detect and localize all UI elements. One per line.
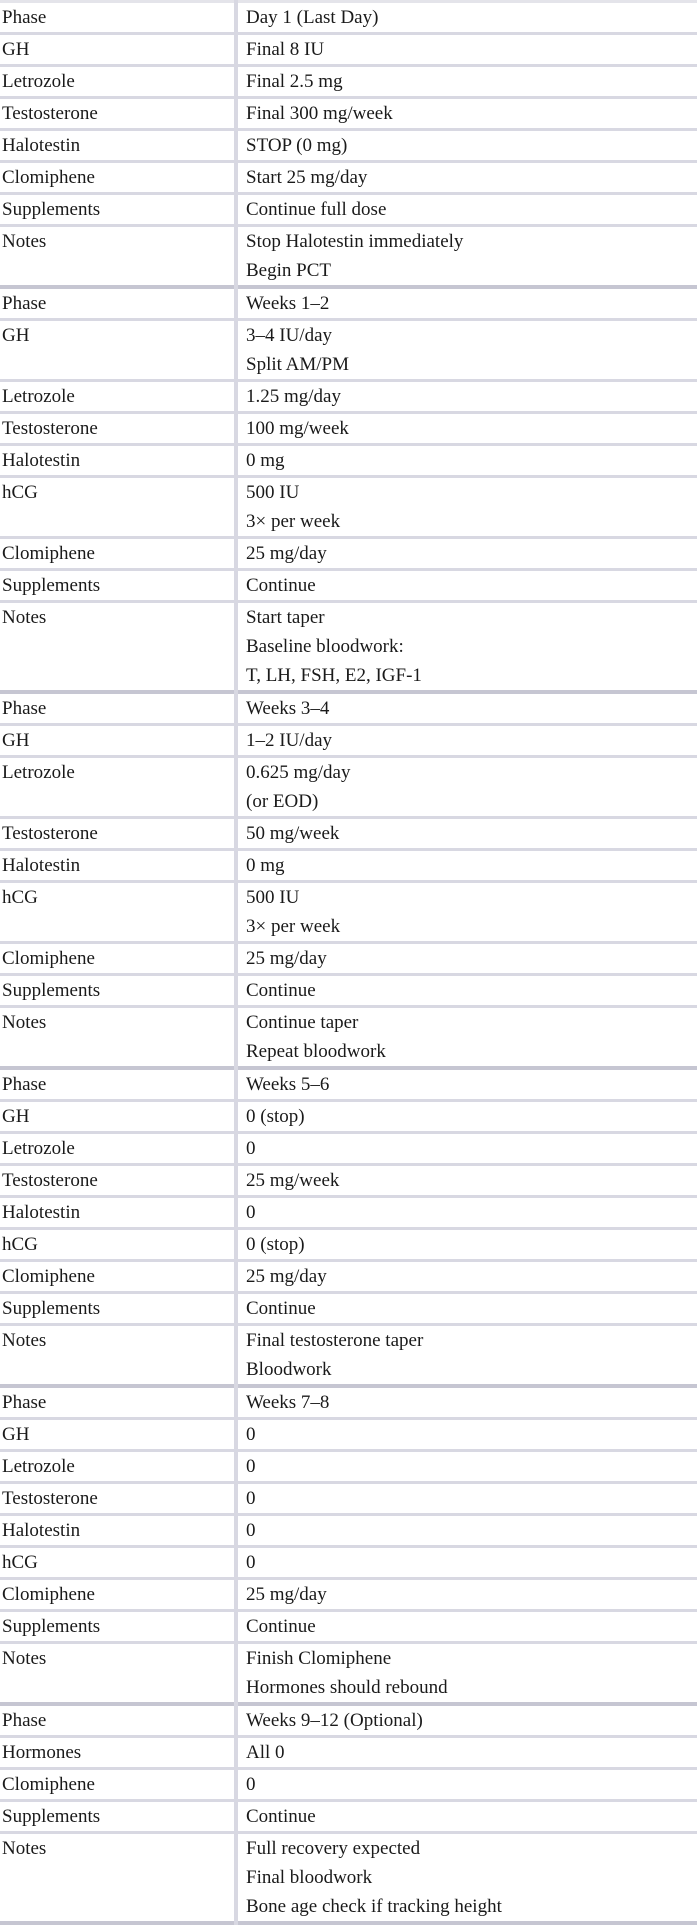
phase-header-row xyxy=(0,287,697,320)
value-line: Stop Halotestin immediately xyxy=(246,231,464,252)
row-value xyxy=(236,757,697,818)
row-value xyxy=(236,1801,697,1833)
row-value xyxy=(236,1579,697,1611)
row-label: Letrozole xyxy=(0,381,236,413)
table-row xyxy=(0,1801,697,1833)
phase-header-row xyxy=(0,1704,697,1737)
value-line: Begin PCT xyxy=(246,260,331,281)
row-value xyxy=(236,477,697,538)
row-label: Testosterone xyxy=(0,98,236,130)
table-row xyxy=(0,943,697,975)
value-line: 500 IU xyxy=(246,482,300,503)
value-line: Continue full dose xyxy=(246,199,387,220)
value-line: 25 mg/day xyxy=(246,1266,327,1287)
row-label: hCG xyxy=(0,882,236,943)
table-row xyxy=(0,757,697,818)
value-line: Baseline bloodwork: xyxy=(246,636,404,657)
row-label: Halotestin xyxy=(0,1515,236,1547)
phase-name xyxy=(236,1386,697,1419)
value-line: 0 xyxy=(246,1456,256,1477)
row-value xyxy=(236,445,697,477)
row-value xyxy=(236,1133,697,1165)
value-line: Final 2.5 mg xyxy=(246,71,343,92)
table-row xyxy=(0,1419,697,1451)
value-line: 0 xyxy=(246,1520,256,1541)
row-value xyxy=(236,226,697,288)
value-line: 0 xyxy=(246,1138,256,1159)
table-row xyxy=(0,570,697,602)
value-line: Final testosterone taper xyxy=(246,1330,424,1351)
row-value xyxy=(236,381,697,413)
phase-name xyxy=(236,287,697,320)
table-row xyxy=(0,882,697,943)
row-label: Notes xyxy=(0,1007,236,1069)
value-line: 0.625 mg/day xyxy=(246,762,351,783)
row-value xyxy=(236,66,697,98)
row-value xyxy=(236,1165,697,1197)
row-value xyxy=(236,975,697,1007)
row-value xyxy=(236,130,697,162)
phase-name xyxy=(236,1704,697,1737)
row-label: hCG xyxy=(0,1229,236,1261)
row-label: Notes xyxy=(0,1325,236,1387)
phase-name xyxy=(236,2,697,34)
value-line: 0 xyxy=(246,1424,256,1445)
value-line: Continue xyxy=(246,1806,316,1827)
phase-header-row xyxy=(0,692,697,725)
row-value xyxy=(236,1261,697,1293)
table-row xyxy=(0,1769,697,1801)
row-label: Halotestin xyxy=(0,130,236,162)
row-value xyxy=(236,602,697,693)
value-line: 0 mg xyxy=(246,450,285,471)
table-row xyxy=(0,602,697,693)
value-line: 1.25 mg/day xyxy=(246,386,341,407)
row-label: Clomiphene xyxy=(0,943,236,975)
value-line: Continue xyxy=(246,1616,316,1637)
value-line: Final 8 IU xyxy=(246,39,325,60)
table-row xyxy=(0,194,697,226)
row-label: GH xyxy=(0,1101,236,1133)
row-value xyxy=(236,1197,697,1229)
row-value xyxy=(236,162,697,194)
value-line: Start taper xyxy=(246,607,325,628)
table-row xyxy=(0,725,697,757)
row-value xyxy=(236,1419,697,1451)
table-row xyxy=(0,1261,697,1293)
row-label: Halotestin xyxy=(0,445,236,477)
value-line: 3× per week xyxy=(246,916,341,937)
value-line: 25 mg/week xyxy=(246,1170,340,1191)
phase-name xyxy=(236,692,697,725)
row-label: Supplements xyxy=(0,975,236,1007)
row-label: Phase xyxy=(0,1386,236,1419)
value-line: Bloodwork xyxy=(246,1359,332,1380)
table-row xyxy=(0,850,697,882)
value-line: Day 1 (Last Day) xyxy=(246,7,379,28)
value-line: Start 25 mg/day xyxy=(246,167,368,188)
table-row xyxy=(0,1293,697,1325)
row-label: Supplements xyxy=(0,1801,236,1833)
row-label: Halotestin xyxy=(0,1197,236,1229)
row-label: GH xyxy=(0,1419,236,1451)
value-line: Continue taper xyxy=(246,1012,359,1033)
table-row xyxy=(0,1451,697,1483)
value-line: 25 mg/day xyxy=(246,948,327,969)
value-line: Finish Clomiphene xyxy=(246,1648,392,1669)
table-row xyxy=(0,66,697,98)
row-label: Testosterone xyxy=(0,818,236,850)
row-label: Supplements xyxy=(0,570,236,602)
row-label: GH xyxy=(0,34,236,66)
table-row xyxy=(0,445,697,477)
row-value xyxy=(236,1515,697,1547)
schedule-body xyxy=(0,2,697,1924)
row-value xyxy=(236,725,697,757)
value-line: 3–4 IU/day xyxy=(246,325,333,346)
row-value xyxy=(236,194,697,226)
row-label: Supplements xyxy=(0,1611,236,1643)
table-row xyxy=(0,538,697,570)
row-label: Notes xyxy=(0,602,236,693)
row-label: Clomiphene xyxy=(0,1261,236,1293)
table-row xyxy=(0,1483,697,1515)
row-value xyxy=(236,1293,697,1325)
row-value xyxy=(236,320,697,381)
table-row xyxy=(0,1515,697,1547)
table-row xyxy=(0,1737,697,1769)
row-label: GH xyxy=(0,320,236,381)
value-line: Continue xyxy=(246,1298,316,1319)
value-line: Weeks 3–4 xyxy=(246,698,330,719)
row-label: Phase xyxy=(0,2,236,34)
row-label: Clomiphene xyxy=(0,1579,236,1611)
table-row xyxy=(0,162,697,194)
table-row xyxy=(0,1579,697,1611)
table-row xyxy=(0,320,697,381)
table-row xyxy=(0,1643,697,1705)
value-line: 500 IU xyxy=(246,887,300,908)
row-label: Halotestin xyxy=(0,850,236,882)
row-value xyxy=(236,1769,697,1801)
row-label: Supplements xyxy=(0,1293,236,1325)
value-line: Repeat bloodwork xyxy=(246,1041,386,1062)
table-row xyxy=(0,477,697,538)
table-row xyxy=(0,34,697,66)
value-line: (or EOD) xyxy=(246,791,319,812)
row-label: Hormones xyxy=(0,1737,236,1769)
table-row xyxy=(0,1229,697,1261)
value-line: 0 xyxy=(246,1488,256,1509)
row-value xyxy=(236,98,697,130)
table-row xyxy=(0,1833,697,1924)
row-value xyxy=(236,943,697,975)
row-value xyxy=(236,34,697,66)
row-label: Supplements xyxy=(0,194,236,226)
value-line: 0 (stop) xyxy=(246,1106,305,1127)
row-value xyxy=(236,1007,697,1069)
value-line: All 0 xyxy=(246,1742,285,1763)
value-line: Weeks 9–12 (Optional) xyxy=(246,1710,423,1731)
row-value xyxy=(236,1611,697,1643)
row-label: Testosterone xyxy=(0,1483,236,1515)
phase-header-row xyxy=(0,2,697,34)
row-value xyxy=(236,1483,697,1515)
row-value xyxy=(236,1229,697,1261)
row-label: Phase xyxy=(0,692,236,725)
phase-header-row xyxy=(0,1386,697,1419)
row-label: Phase xyxy=(0,1068,236,1101)
value-line: Weeks 5–6 xyxy=(246,1074,330,1095)
value-line: Weeks 1–2 xyxy=(246,293,330,314)
row-label: Phase xyxy=(0,1704,236,1737)
phase-header-row xyxy=(0,1068,697,1101)
row-value xyxy=(236,538,697,570)
table-row xyxy=(0,818,697,850)
value-line: Split AM/PM xyxy=(246,354,349,375)
row-label: Testosterone xyxy=(0,1165,236,1197)
row-label: Letrozole xyxy=(0,66,236,98)
value-line: Final bloodwork xyxy=(246,1867,373,1888)
row-value xyxy=(236,818,697,850)
row-value xyxy=(236,1325,697,1387)
table-row xyxy=(0,130,697,162)
row-value xyxy=(236,1547,697,1579)
row-value xyxy=(236,882,697,943)
row-label: Phase xyxy=(0,287,236,320)
table-row xyxy=(0,1325,697,1387)
table-row xyxy=(0,1133,697,1165)
value-line: Continue xyxy=(246,980,316,1001)
value-line: 50 mg/week xyxy=(246,823,340,844)
row-label: Notes xyxy=(0,1643,236,1705)
value-line: T, LH, FSH, E2, IGF-1 xyxy=(246,665,422,686)
value-line: Bone age check if tracking height xyxy=(246,1896,502,1917)
value-line: 25 mg/day xyxy=(246,1584,327,1605)
table-row xyxy=(0,98,697,130)
row-value xyxy=(236,1643,697,1705)
table-row xyxy=(0,1165,697,1197)
value-line: 100 mg/week xyxy=(246,418,349,439)
row-label: Clomiphene xyxy=(0,538,236,570)
value-line: 3× per week xyxy=(246,511,341,532)
row-label: Notes xyxy=(0,226,236,288)
value-line: 0 xyxy=(246,1552,256,1573)
value-line: 0 mg xyxy=(246,855,285,876)
row-value xyxy=(236,850,697,882)
row-label: Notes xyxy=(0,1833,236,1924)
row-label: Clomiphene xyxy=(0,162,236,194)
row-value xyxy=(236,570,697,602)
value-line: Hormones should rebound xyxy=(246,1677,448,1698)
row-value xyxy=(236,1833,697,1924)
value-line: Final 300 mg/week xyxy=(246,103,393,124)
row-label: GH xyxy=(0,725,236,757)
row-value xyxy=(236,1451,697,1483)
phase-name xyxy=(236,1068,697,1101)
table-row xyxy=(0,1007,697,1069)
table-row xyxy=(0,226,697,288)
row-label: Letrozole xyxy=(0,1133,236,1165)
row-label: hCG xyxy=(0,1547,236,1579)
value-line: Weeks 7–8 xyxy=(246,1392,330,1413)
row-label: Clomiphene xyxy=(0,1769,236,1801)
row-label: Testosterone xyxy=(0,413,236,445)
value-line: 0 (stop) xyxy=(246,1234,305,1255)
value-line: Full recovery expected xyxy=(246,1838,421,1859)
value-line: 25 mg/day xyxy=(246,543,327,564)
value-line: 0 xyxy=(246,1202,256,1223)
row-label: Letrozole xyxy=(0,757,236,818)
table-row xyxy=(0,413,697,445)
value-line: 0 xyxy=(246,1774,256,1795)
row-label: hCG xyxy=(0,477,236,538)
table-row xyxy=(0,381,697,413)
value-line: 1–2 IU/day xyxy=(246,730,333,751)
value-line: Continue xyxy=(246,575,316,596)
row-value xyxy=(236,1101,697,1133)
table-row xyxy=(0,1101,697,1133)
table-row xyxy=(0,1547,697,1579)
row-value xyxy=(236,413,697,445)
table-row xyxy=(0,1611,697,1643)
table-row xyxy=(0,975,697,1007)
row-label: Letrozole xyxy=(0,1451,236,1483)
value-line: STOP (0 mg) xyxy=(246,135,348,156)
row-value xyxy=(236,1737,697,1769)
table-row xyxy=(0,1197,697,1229)
